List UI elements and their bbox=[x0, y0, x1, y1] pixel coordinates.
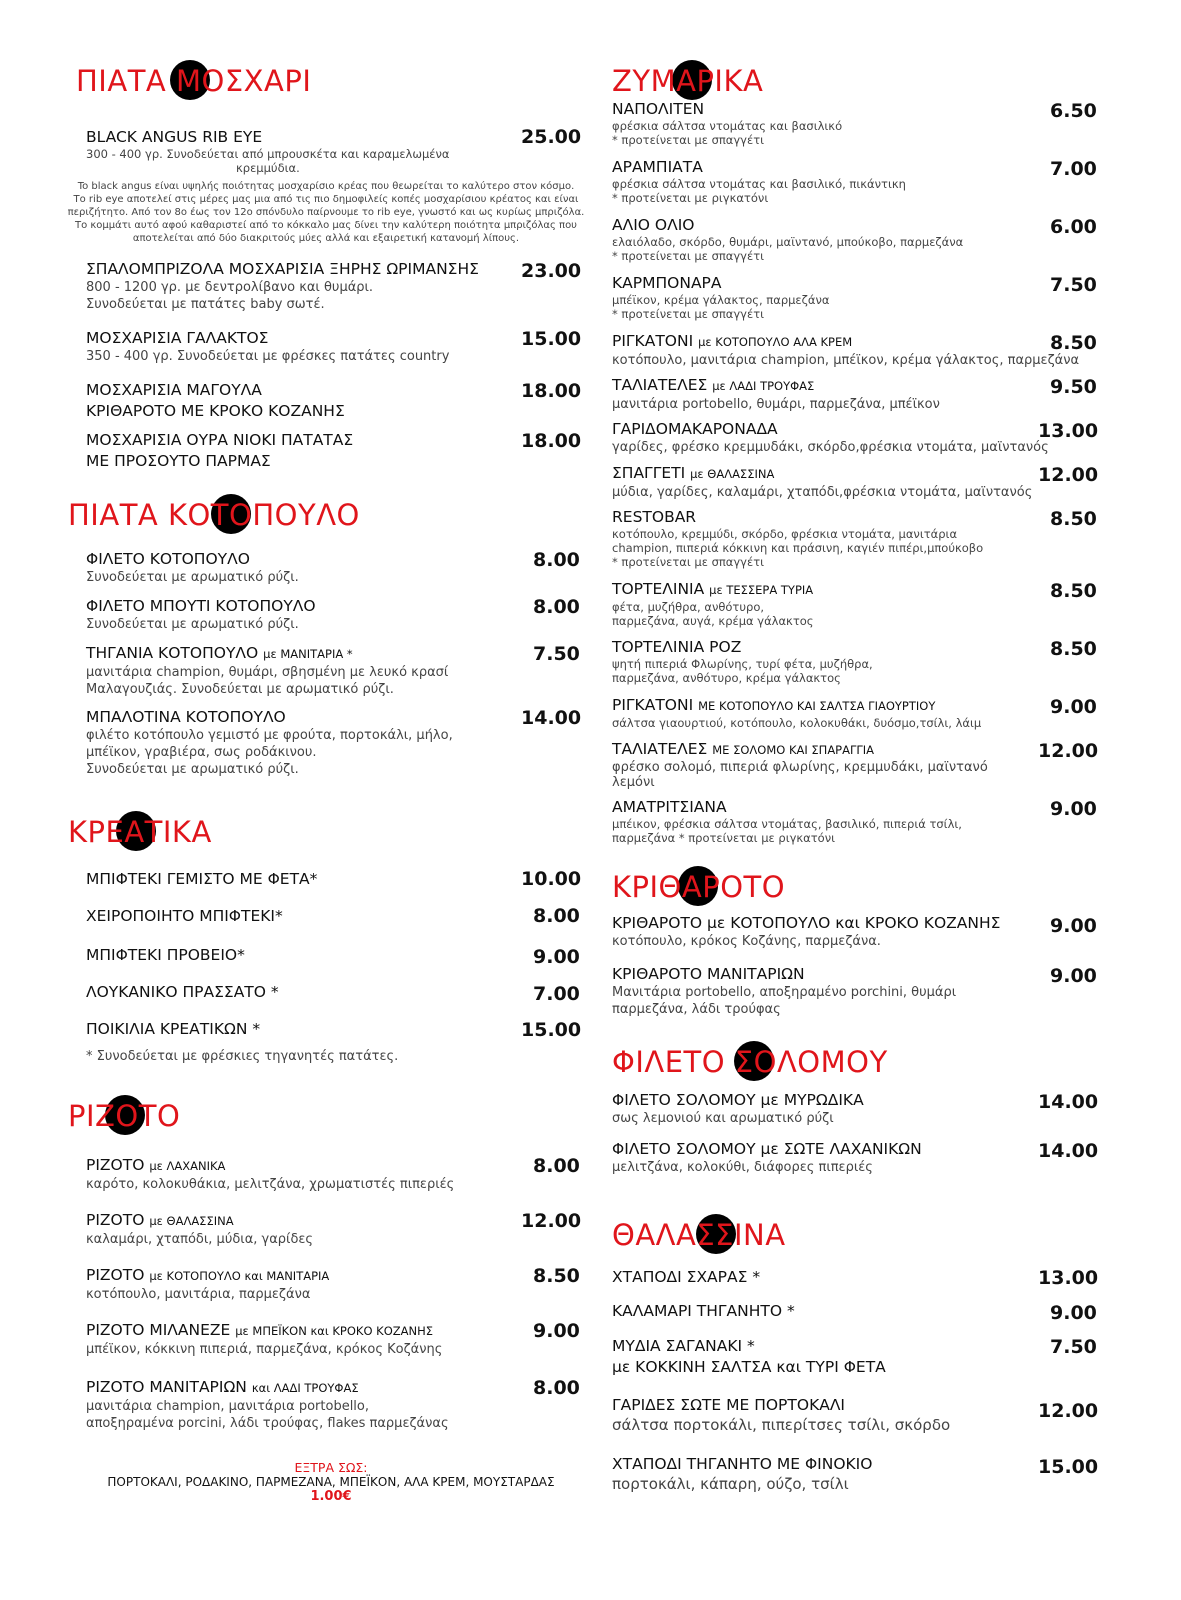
item-price: 6.50 bbox=[1050, 100, 1097, 122]
item-price: 7.50 bbox=[1050, 1336, 1097, 1358]
menu-item: ΑΜΑΤΡΙΤΣΙΑΝΑ μπέικον, φρέσκια σάλτσα ντομάτας, βασιλικό, πιπεριά τσίλι, παρμεζάνα * προτείνεται με ριγκατόνι bbox=[612, 798, 962, 845]
item-price: 12.00 bbox=[1038, 464, 1099, 486]
item-price: 9.00 bbox=[1050, 915, 1097, 937]
item-price: 13.00 bbox=[1038, 1267, 1099, 1289]
item-price: 12.00 bbox=[1038, 740, 1099, 762]
menu-item-name: ΛΟΥΚΑΝΙΚΟ ΠΡΑΣΣΑΤΟ * bbox=[86, 983, 279, 1001]
menu-item: ΡΙΖΟΤΟ με ΚΟΤΟΠΟΥΛΟ και ΜΑΝΙΤΑΡΙΑ κοτόπουλο, μανιτάρια, παρμεζάνα bbox=[86, 1266, 330, 1302]
menu-item: ΚΡΙΘΑΡΟΤΟ ΜΑΝΙΤΑΡΙΩΝ Μανιτάρια portobello, αποξηραμένο porchini, θυμάρι παρμεζάνα, λάδι τρούφας bbox=[612, 965, 957, 1017]
item-price: 14.00 bbox=[1038, 1140, 1099, 1162]
item-price: 13.00 bbox=[1038, 420, 1099, 442]
extra-sauces-title: ΕΞΤΡΑ ΣΩΣ: bbox=[294, 1460, 368, 1475]
item-price: 7.50 bbox=[533, 643, 580, 665]
item-price: 9.00 bbox=[533, 1320, 580, 1342]
item-price: 14.00 bbox=[521, 707, 582, 729]
menu-item: ΡΙΓΚΑΤΟΝΙ ΜΕ ΚΟΤΟΠΟΥΛΟ ΚΑΙ ΣΑΛΤΣΑ ΓΙΑΟΥΡΤΙΟΥ σάλτσα γιαουρτιού, κοτόπουλο, κολοκυθάκι, δυόσμο,τσίλι, λάιμ bbox=[612, 696, 982, 730]
item-price: 8.50 bbox=[1050, 508, 1097, 530]
item-price: 8.00 bbox=[533, 905, 580, 927]
section-title-kritharoto: ΚΡΙΘΑΡΟΤΟ bbox=[612, 870, 785, 904]
item-price: 12.00 bbox=[1038, 1400, 1099, 1422]
rib-eye-note: To black angus είναι υψηλής ποιότητας μοσχαρίσιο κρέας που θεωρείται το καλύτερο στον κόσμο. Το rib eye αποτελεί στις μέρες μας μια από τις πιο δημοφιλείς κοπές μοσχαρίσιου κρέατος και είναι περιζήτητο. Από τον 8ο έως τον 12ο σπόνδυλο παίρνουμε το rib eye, γνωστό και ως κυρίως μπριζόλα. Το κομμάτι αυτό αφού καθαριστεί από το κόκκαλο μας δίνει την καλύτερη ποιότητα μπριζόλας που αποτελείται από δύο διακριτούς μύες αλλά και εξαιρετική κατανομή λίπους. bbox=[67, 181, 585, 244]
item-price: 9.00 bbox=[1050, 1302, 1097, 1324]
item-price: 9.50 bbox=[1050, 376, 1097, 398]
section-title-kotopoulo: ΠΙΑΤΑ ΚΟΤΟΠΟΥΛΟ bbox=[68, 498, 360, 532]
menu-item: ΓΑΡΙΔΟΜΑΚΑΡΟΝΑΔΑ γαρίδες, φρέσκο κρεμμυδάκι, σκόρδο,φρέσκια ντομάτα, μαϊντανός bbox=[612, 420, 1049, 455]
menu-item: ΑΡΑΜΠΙΑΤΑ φρέσκια σάλτσα ντομάτας και βασιλικό, πικάντικη * προτείνεται με ριγκατόνι bbox=[612, 158, 906, 205]
menu-item: ΤΟΡΤΕΛΙΝΙΑ με ΤΕΣΣΕΡΑ ΤΥΡΙΑ φέτα, μυζήθρα, ανθότυρο, παρμεζάνα, αυγά, κρέμα γάλακτος bbox=[612, 580, 814, 628]
menu-item: ΚΡΙΘΑΡΟΤΟ με ΚΟΤΟΠΟΥΛΟ και ΚΡΟΚΟ ΚΟΖΑΝΗΣ κοτόπουλο, κρόκος Κοζάνης, παρμεζάνα. bbox=[612, 914, 1001, 949]
menu-item-name: ΜΠΙΦΤΕΚΙ ΠΡΟΒΕΙΟ* bbox=[86, 946, 245, 964]
item-price: 8.50 bbox=[1050, 580, 1097, 602]
item-price: 8.00 bbox=[533, 1377, 580, 1399]
item-price: 7.50 bbox=[1050, 274, 1097, 296]
item-price: 8.50 bbox=[1050, 332, 1097, 354]
item-price: 15.00 bbox=[1038, 1456, 1099, 1478]
item-price: 9.00 bbox=[1050, 696, 1097, 718]
section-title-kreatika: ΚΡΕΑΤΙΚΑ bbox=[68, 815, 212, 849]
item-price: 23.00 bbox=[521, 260, 582, 282]
menu-item: ΡΙΖΟΤΟ με ΘΑΛΑΣΣΙΝΑ καλαμάρι, χταπόδι, μύδια, γαρίδες bbox=[86, 1211, 314, 1247]
menu-item: ΜΥΔΙΑ ΣΑΓΑΝΑΚΙ * με ΚΟΚΚΙΝΗ ΣΑΛΤΣΑ και ΤΥΡΙ ΦΕΤΑ bbox=[612, 1337, 886, 1376]
menu-item: ΦΙΛΕΤΟ ΣΟΛΟΜΟΥ με ΣΩΤΕ ΛΑΧΑΝΙΚΩΝ μελιτζάνα, κολοκύθι, διάφορες πιπεριές bbox=[612, 1140, 922, 1175]
section-title-zymarika: ΖΥΜΑΡΙΚΑ bbox=[612, 64, 763, 98]
menu-item: ΣΠΑΛΟΜΠΡΙΖΟΛΑ ΜΟΣΧΑΡΙΣΙΑ ΞΗΡΗΣ ΩΡΙΜΑΝΣΗΣ 800 - 1200 γρ. με δεντρολίβανο και θυμάρι. Συνοδεύεται με πατάτες baby σωτέ. bbox=[86, 260, 479, 312]
menu-item: BLACK ANGUS RIB EYE 300 - 400 γρ. Συνοδεύεται από μπρουσκέτα και καραμελωμένα κρεμμύδια. bbox=[86, 128, 450, 175]
section-title-thalassina: ΘΑΛΑΣΣΙΝΑ bbox=[612, 1218, 786, 1252]
section-title-mosxari: ΠΙΑΤΑ ΜΟΣΧΑΡΙ bbox=[76, 64, 311, 98]
item-price: 15.00 bbox=[521, 328, 582, 350]
menu-item: ΝΑΠΟΛΙΤΕΝ φρέσκια σάλτσα ντομάτας και βασιλικό * προτείνεται με σπαγγέτι bbox=[612, 100, 843, 147]
menu-item: ΡΙΖΟΤΟ ΜΙΛΑΝΕΖΕ με ΜΠΕΪΚΟΝ και ΚΡΟΚΟ ΚΟΖΑΝΗΣ μπέϊκον, κόκκινη πιπεριά, παρμεζάνα, κρόκος Κοζάνης bbox=[86, 1321, 443, 1357]
menu-item: ΜΟΣΧΑΡΙΣΙΑ ΜΑΓΟΥΛΑ ΚΡΙΘΑΡΟΤΟ ΜΕ ΚΡΟΚΟ ΚΟΖΑΝΗΣ bbox=[86, 381, 345, 420]
section-title-rizoto: ΡΙΖΟΤΟ bbox=[68, 1099, 180, 1133]
item-price: 9.00 bbox=[1050, 965, 1097, 987]
item-price: 9.00 bbox=[1050, 798, 1097, 820]
menu-item: ΓΑΡΙΔΕΣ ΣΩΤΕ ΜΕ ΠΟΡΤΟΚΑΛΙ σάλτσα πορτοκάλι, πιπερίτσες τσίλι, σκόρδο bbox=[612, 1396, 951, 1434]
item-price: 9.00 bbox=[533, 946, 580, 968]
extra-sauces-list: ΠΟΡΤΟΚΑΛΙ, ΡΟΔΑΚΙΝΟ, ΠΑΡΜΕΖΑΝΑ, ΜΠΕΪΚΟΝ, ΑΛΑ ΚΡΕΜ, ΜΟΥΣΤΑΡΔΑΣ bbox=[107, 1475, 555, 1489]
kreatika-note: * Συνοδεύεται με φρέσκιες τηγανητές πατάτες. bbox=[86, 1049, 399, 1064]
item-price: 8.00 bbox=[533, 1155, 580, 1177]
item-price: 12.00 bbox=[521, 1210, 582, 1232]
menu-item: ΜΟΣΧΑΡΙΣΙΑ ΟΥΡΑ ΝΙΟΚΙ ΠΑΤΑΤΑΣ ΜΕ ΠΡΟΣΟΥΤΟ ΠΑΡΜΑΣ bbox=[86, 431, 354, 470]
item-price: 18.00 bbox=[521, 430, 582, 452]
menu-item: ΡΙΖΟΤΟ ΜΑΝΙΤΑΡΙΩΝ και ΛΑΔΙ ΤΡΟΥΦΑΣ μανιτάρια champion, μανιτάρια portobello, αποξηραμένα porcini, λάδι τρούφας, flakes παρμεζάνας bbox=[86, 1378, 449, 1431]
section-title-solomos: ΦΙΛΕΤΟ ΣΟΛΟΜΟΥ bbox=[612, 1045, 888, 1079]
menu-item: ΤΟΡΤΕΛΙΝΙΑ ΡΟΖ ψητή πιπεριά Φλωρίνης, τυρί φέτα, μυζήθρα, παρμεζάνα, ανθότυρο, κρέμα γάλακτος bbox=[612, 638, 873, 685]
menu-item: ΤΑΛΙΑΤΕΛΕΣ ΜΕ ΣΟΛΟΜΟ ΚΑΙ ΣΠΑΡΑΓΓΙΑ φρέσκο σολομό, πιπεριά φλωρίνης, κρεμμυδάκι, μαϊντανό λεμόνι bbox=[612, 740, 988, 790]
menu-item-name: ΠΟΙΚΙΛΙΑ ΚΡΕΑΤΙΚΩΝ * bbox=[86, 1020, 261, 1038]
item-price: 7.00 bbox=[533, 983, 580, 1005]
menu-item: ΦΙΛΕΤΟ ΜΠΟΥΤΙ ΚΟΤΟΠΟΥΛΟ Συνοδεύεται με αρωματικό ρύζι. bbox=[86, 597, 316, 632]
menu-item: ΜΠΑΛΟΤΙΝΑ ΚΟΤΟΠΟΥΛΟ φιλέτο κοτόπουλο γεμιστό με φρούτα, πορτοκάλι, μήλο, μπέϊκον, γραβιέρα, σως ροδάκινου. Συνοδεύεται με αρωματικό ρύζι. bbox=[86, 708, 453, 777]
menu-item: ΤΑΛΙΑΤΕΛΕΣ με ΛΑΔΙ ΤΡΟΥΦΑΣ μανιτάρια portobello, θυμάρι, παρμεζάνα, μπέϊκον bbox=[612, 376, 940, 412]
item-price: 14.00 bbox=[1038, 1091, 1099, 1113]
menu-item: ΑΛΙΟ ΟΛΙΟ ελαιόλαδο, σκόρδο, θυμάρι, μαϊντανό, μπούκοβο, παρμεζάνα * προτείνεται με σπαγγέτι bbox=[612, 216, 964, 263]
item-price: 8.50 bbox=[533, 1265, 580, 1287]
item-price: 8.50 bbox=[1050, 638, 1097, 660]
menu-item: ΦΙΛΕΤΟ ΚΟΤΟΠΟΥΛΟ Συνοδεύεται με αρωματικό ρύζι. bbox=[86, 550, 299, 585]
extra-sauces-price: 1.00€ bbox=[310, 1489, 352, 1504]
item-price: 8.00 bbox=[533, 596, 580, 618]
item-price: 6.00 bbox=[1050, 216, 1097, 238]
menu-item: ΣΠΑΓΓΕΤΙ με ΘΑΛΑΣΣΙΝΑ μύδια, γαρίδες, καλαμάρι, χταπόδι,φρέσκια ντομάτα, μαϊντανός bbox=[612, 464, 1033, 500]
menu-item-name: ΧΤΑΠΟΔΙ ΣΧΑΡΑΣ * bbox=[612, 1268, 761, 1286]
menu-item: ΡΙΓΚΑΤΟΝΙ με ΚΟΤΟΠΟΥΛΟ ΑΛΑ ΚΡΕΜ κοτόπουλο, μανιτάρια champion, μπέϊκον, κρέμα γάλακτος, παρμεζάνα bbox=[612, 332, 1080, 368]
item-price: 8.00 bbox=[533, 549, 580, 571]
menu-item-name: ΚΑΛΑΜΑΡΙ ΤΗΓΑΝΗΤΟ * bbox=[612, 1302, 795, 1320]
item-price: 18.00 bbox=[521, 380, 582, 402]
item-price: 15.00 bbox=[521, 1019, 582, 1041]
menu-item: ΡΙΖΟΤΟ με ΛΑΧΑΝΙΚΑ καρότο, κολοκυθάκια, μελιτζάνα, χρωματιστές πιπεριές bbox=[86, 1156, 455, 1192]
menu-item-name: ΜΠΙΦΤΕΚΙ ΓΕΜΙΣΤΟ ΜΕ ΦΕΤΑ* bbox=[86, 870, 318, 888]
menu-item: ΤΗΓΑΝΙΑ ΚΟΤΟΠΟΥΛΟ με ΜΑΝΙΤΑΡΙΑ * μανιτάρια champion, θυμάρι, σβησμένη με λευκό κρασί Μαλαγουζιάς. Συνοδεύεται με αρωματικό ρύζι. bbox=[86, 644, 449, 697]
item-price: 7.00 bbox=[1050, 158, 1097, 180]
menu-item: ΧΤΑΠΟΔΙ ΤΗΓΑΝΗΤΟ ΜΕ ΦΙΝΟΚΙΟ πορτοκάλι, κάπαρη, ούζο, τσίλι bbox=[612, 1455, 873, 1493]
menu-item: RESTOBAR κοτόπουλο, κρεμμύδι, σκόρδο, φρέσκια ντομάτα, μανιτάρια champion, πιπεριά κόκκινη και πράσινη, καγιέν πιπέρι,μπούκοβο * προτείνεται με σπαγγέτι bbox=[612, 508, 984, 569]
item-price: 10.00 bbox=[521, 868, 582, 890]
menu-item: ΜΟΣΧΑΡΙΣΙΑ ΓΑΛΑΚΤΟΣ 350 - 400 γρ. Συνοδεύεται με φρέσκες πατάτες country bbox=[86, 329, 450, 364]
menu-item-name: ΧΕΙΡΟΠΟΙΗΤΟ ΜΠΙΦΤΕΚΙ* bbox=[86, 907, 283, 925]
item-price: 25.00 bbox=[521, 126, 582, 148]
extra-sauces bbox=[66, 1460, 596, 1504]
menu-item: ΚΑΡΜΠΟΝΑΡΑ μπέϊκον, κρέμα γάλακτος, παρμεζάνα * προτείνεται με σπαγγέτι bbox=[612, 274, 830, 321]
menu-item: ΦΙΛΕΤΟ ΣΟΛΟΜΟΥ με ΜΥΡΩΔΙΚΑ σως λεμονιού και αρωματικό ρύζι bbox=[612, 1091, 864, 1126]
